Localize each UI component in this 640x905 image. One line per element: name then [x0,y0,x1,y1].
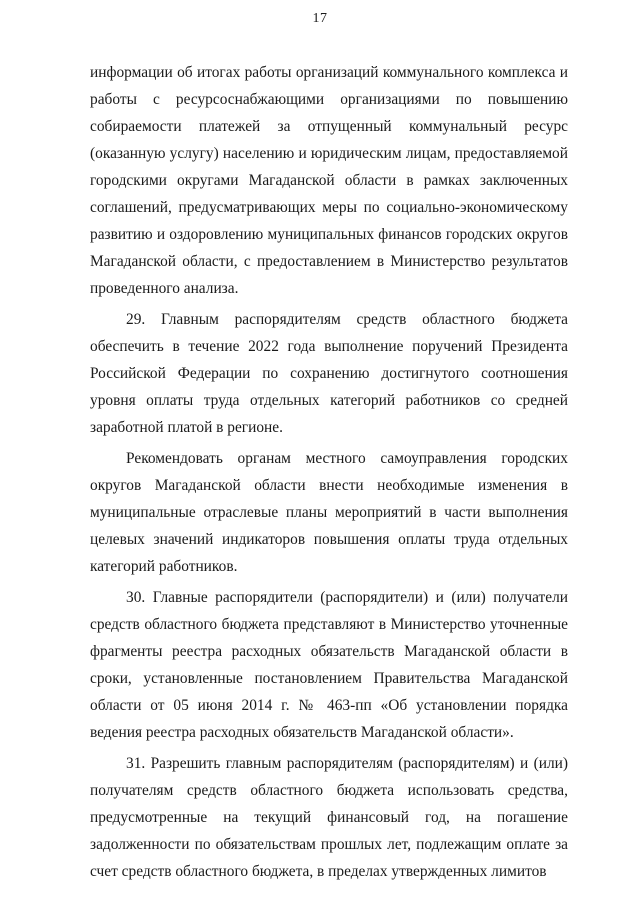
paragraph-item-30: 30. Главные распорядители (распорядители) и (или) получатели средств областного бюджета представляют в Министерство уточненные фрагменты реестра расходных обязательств Магаданской области в сроки, установленные постановлением Правительства Магаданской области от 05 июня 2014 г. № 463-пп «Об установлении порядка ведения реестра расходных обязательств Магаданской области». [90,589,568,741]
paragraph-recommendation: Рекомендовать органам местного самоуправления городских округов Магаданской области внести необходимые изменения в муниципальные отраслевые планы мероприятий в части выполнения целевых значений индикаторов повышения оплаты труда отдельных категорий работников. [90,450,568,575]
page-number: 17 [312,11,328,26]
paragraph-item-29: 29. Главным распорядителям средств областного бюджета обеспечить в течение 2022 года выполнение поручений Президента Российской Федерации по сохранению достигнутого соотношения уровня оплаты труда отдельных категорий работников со средней заработной платой в регионе. [90,311,568,436]
document-body [90,59,568,885]
paragraph-analysis-continuation: информации об итогах работы организаций коммунального комплекса и работы с ресурсоснабжающими организациями по повышению собираемости платежей за отпущенный коммунальный ресурс (оказанную услугу) населению и юридическим лицам, предоставляемой городскими округами Магаданской области в рамках заключенных соглашений, предусматривающих меры по социально-экономическому развитию и оздоровлению муниципальных финансов городских округов Магаданской области, с предоставлением в Министерство результатов проведенного анализа. [90,64,568,297]
paragraph-item-31: 31. Разрешить главным распорядителям (распорядителям) и (или) получателям средств областного бюджета использовать средства, предусмотренные на текущий финансовый год, на погашение задолженности по обязательствам прошлых лет, подлежащим оплате за счет средств областного бюджета, в пределах утвержденных лимитов [90,755,568,880]
